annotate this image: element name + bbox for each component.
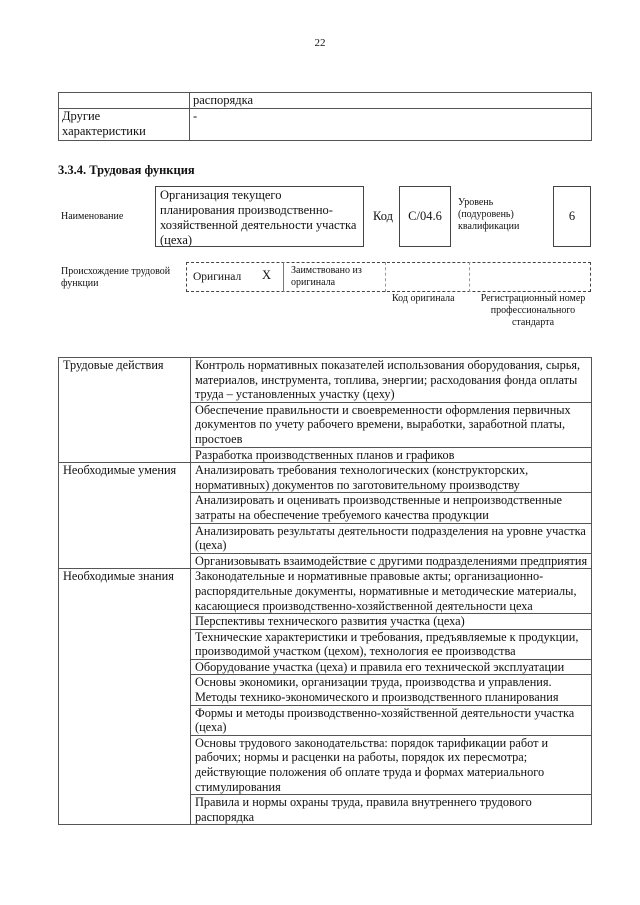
continuation-table xyxy=(58,92,592,141)
level-box xyxy=(553,186,591,247)
item-cell: Правила и нормы охраны труда, правила внутреннего трудового распорядка xyxy=(191,795,592,825)
category-cell: Необходимые умения xyxy=(59,463,191,569)
item-cell: Анализировать требования технологических (конструкторских, нормативных) документов по заготовительному производству xyxy=(191,463,592,493)
item-cell: Обеспечение правильности и своевременности оформления первичных документов по учету рабочего времени, выработки, заработной платы, простоев xyxy=(191,402,592,447)
level-value: 6 xyxy=(568,209,576,223)
item-cell: Анализировать результаты деятельности подразделения на уровне участка (цеха) xyxy=(191,523,592,553)
original-label: Оригинал xyxy=(193,271,242,283)
code-box xyxy=(399,186,451,247)
origin-label: Происхождение трудовой функции xyxy=(61,266,171,289)
category-cell: Необходимые знания xyxy=(59,569,191,825)
item-cell: Организовывать взаимодействие с другими подразделениями предприятия xyxy=(191,553,592,569)
item-cell: Разработка производственных планов и графиков xyxy=(191,447,592,463)
item-cell: Оборудование участка (цеха) и правила его технической эксплуатации xyxy=(191,659,592,675)
function-details-table xyxy=(58,357,592,825)
function-name-value: Организация текущего планирования производственно-хозяйственной деятельности участка (цеха) xyxy=(160,188,357,247)
origin-divider-1 xyxy=(283,262,285,292)
code-value: C/04.6 xyxy=(408,209,442,223)
continuation-left-cell xyxy=(59,93,190,109)
item-cell: Основы трудового законодательства: порядок тарификации работ и рабочих; нормы и расценки на работы, порядок их пересмотра; действующие положения об оплате труда и формах материального стимулирования xyxy=(191,735,592,794)
other-characteristics-label: Другие характеристики xyxy=(59,109,190,141)
function-name-box xyxy=(155,186,364,247)
item-cell: Технические характеристики и требования, предъявляемые к продукции, производимой участком (цехом), технология ее производства xyxy=(191,629,592,659)
continuation-right-cell: распорядка xyxy=(190,93,592,109)
other-characteristics-value: - xyxy=(190,109,592,141)
item-cell: Законодательные и нормативные правовые акты; организационно-распорядительные документы, нормативные и методические материалы, касающиеся производственно-хозяйственной деятельности цеха xyxy=(191,569,592,614)
item-cell: Анализировать и оценивать производственные и непроизводственные затраты на обеспечение требуемого качества продукции xyxy=(191,493,592,523)
code-original-caption: Код оригинала xyxy=(392,293,455,304)
category-cell: Трудовые действия xyxy=(59,358,191,463)
item-cell: Формы и методы производственно-хозяйственной деятельности участка (цеха) xyxy=(191,705,592,735)
section-title: 3.3.4. Трудовая функция xyxy=(58,163,195,177)
reg-number-caption: Регистрационный номер профессионального стандарта xyxy=(480,293,586,328)
table-row xyxy=(59,358,592,403)
item-cell: Контроль нормативных показателей использования оборудования, сырья, материалов, инструмента, топлива, энергии; расходования фонда оплаты труда – установленных участку (цеху) xyxy=(191,358,592,403)
name-label: Наименование xyxy=(61,211,124,222)
borrowed-label: Заимствовано из оригинала xyxy=(291,265,362,288)
code-label: Код xyxy=(373,209,393,223)
origin-divider-2 xyxy=(385,262,387,292)
table-row xyxy=(59,463,592,493)
origin-row-box xyxy=(186,262,591,292)
original-mark: X xyxy=(262,268,272,282)
level-label: Уровень (подуровень) квалификации xyxy=(458,197,520,232)
item-cell: Перспективы технического развития участка (цеха) xyxy=(191,614,592,630)
table-row xyxy=(59,569,592,614)
origin-divider-3 xyxy=(469,262,471,292)
item-cell: Основы экономики, организации труда, производства и управления. Методы технико-экономического и производственного планирования xyxy=(191,675,592,705)
page-number: 22 xyxy=(314,37,326,49)
